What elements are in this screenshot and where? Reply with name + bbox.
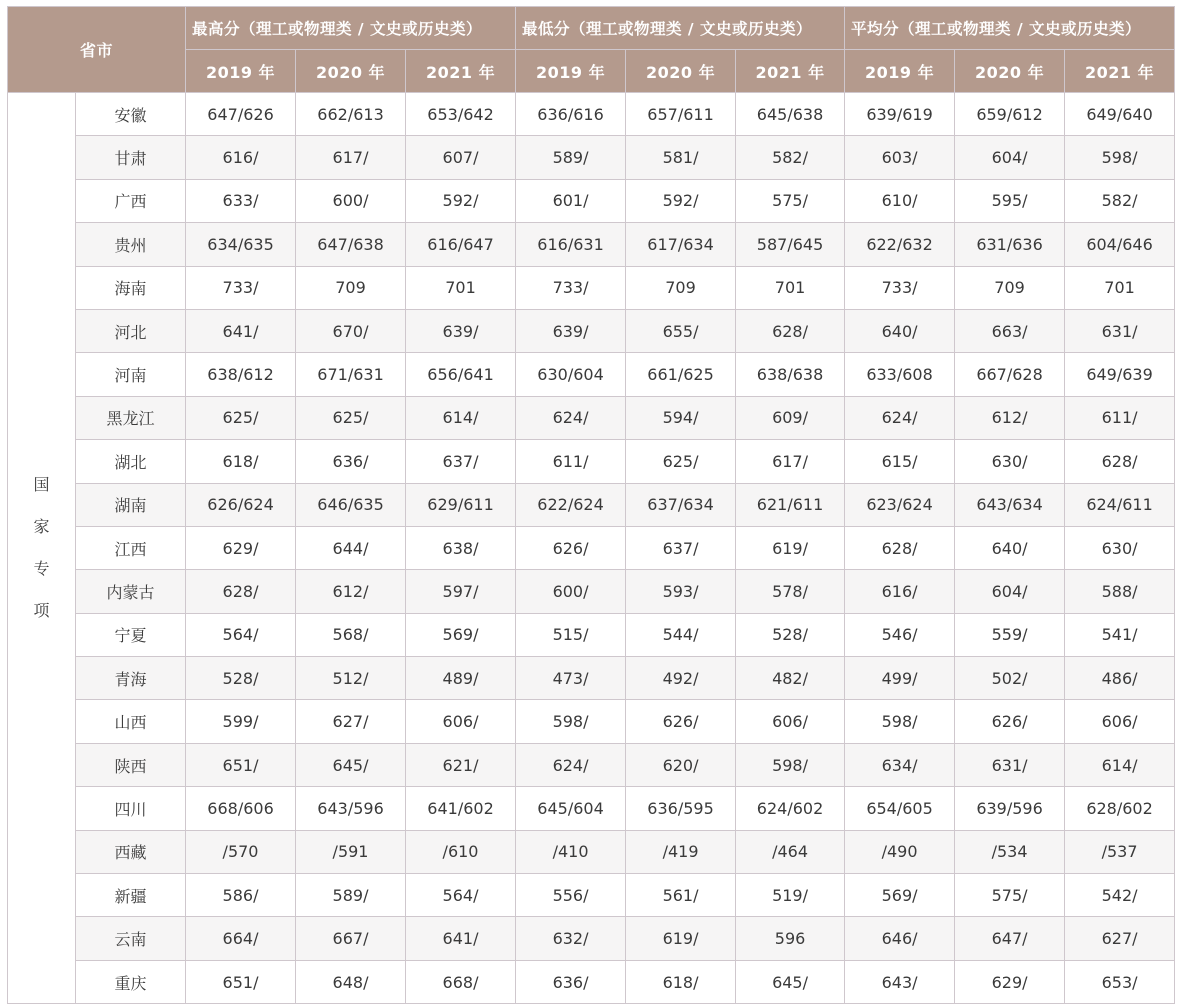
score-cell: /537 — [1065, 830, 1175, 873]
score-cell: 645/638 — [736, 93, 845, 136]
score-cell: 569/ — [406, 613, 516, 656]
score-cell: 639/ — [516, 309, 626, 352]
score-cell: 709 — [626, 266, 736, 309]
score-cell: 556/ — [516, 874, 626, 917]
score-cell: 598/ — [516, 700, 626, 743]
score-cell: 630/604 — [516, 353, 626, 396]
score-cell: 646/ — [845, 917, 955, 960]
score-cell: 643/596 — [296, 787, 406, 830]
score-cell: 701 — [406, 266, 516, 309]
score-cell: 636/ — [516, 960, 626, 1003]
year-header: 2021 年 — [1065, 50, 1175, 93]
province-cell: 四川 — [76, 787, 186, 830]
score-cell: 624/ — [516, 743, 626, 786]
score-cell: 628/602 — [1065, 787, 1175, 830]
category-char: 家 — [33, 517, 50, 537]
score-cell: 569/ — [845, 874, 955, 917]
score-cell: 624/ — [845, 396, 955, 439]
score-cell: 649/640 — [1065, 93, 1175, 136]
score-cell: 575/ — [736, 179, 845, 222]
score-cell: 601/ — [516, 179, 626, 222]
score-cell: 638/638 — [736, 353, 845, 396]
score-cell: 544/ — [626, 613, 736, 656]
score-cell: 606/ — [1065, 700, 1175, 743]
score-cell: 643/634 — [955, 483, 1065, 526]
score-cell: 621/611 — [736, 483, 845, 526]
year-header: 2019 年 — [186, 50, 296, 93]
avg-score-header: 平均分（理工或物理类 / 文史或历史类） — [845, 7, 1175, 50]
province-cell: 江西 — [76, 526, 186, 569]
score-cell: 640/ — [845, 309, 955, 352]
score-cell: 564/ — [186, 613, 296, 656]
score-cell: 492/ — [626, 657, 736, 700]
score-cell: 582/ — [736, 136, 845, 179]
year-header: 2020 年 — [955, 50, 1065, 93]
score-cell: 587/645 — [736, 223, 845, 266]
score-cell: 647/ — [955, 917, 1065, 960]
score-cell: 657/611 — [626, 93, 736, 136]
score-cell: 541/ — [1065, 613, 1175, 656]
score-cell: 561/ — [626, 874, 736, 917]
score-cell: 701 — [736, 266, 845, 309]
score-cell: 499/ — [845, 657, 955, 700]
category-label — [8, 93, 76, 1004]
province-cell: 青海 — [76, 657, 186, 700]
score-cell: 623/624 — [845, 483, 955, 526]
score-cell: 654/605 — [845, 787, 955, 830]
score-cell: 598/ — [736, 743, 845, 786]
score-cell: 589/ — [516, 136, 626, 179]
score-cell: 651/ — [186, 743, 296, 786]
score-cell: /591 — [296, 830, 406, 873]
score-cell: 637/ — [626, 526, 736, 569]
score-cell: 631/ — [955, 743, 1065, 786]
province-cell: 云南 — [76, 917, 186, 960]
province-cell: 河北 — [76, 309, 186, 352]
score-cell: 733/ — [186, 266, 296, 309]
score-cell: 611/ — [516, 440, 626, 483]
score-cell: 515/ — [516, 613, 626, 656]
score-cell: 615/ — [845, 440, 955, 483]
score-cell: 617/634 — [626, 223, 736, 266]
score-cell: 616/ — [186, 136, 296, 179]
table-row — [8, 700, 1175, 743]
score-cell: 671/631 — [296, 353, 406, 396]
score-cell: 624/ — [516, 396, 626, 439]
score-cell: 611/ — [1065, 396, 1175, 439]
score-cell: 619/ — [736, 526, 845, 569]
score-cell: 617/ — [736, 440, 845, 483]
category-char: 国 — [33, 475, 50, 495]
year-header: 2020 年 — [626, 50, 736, 93]
score-cell: /410 — [516, 830, 626, 873]
table-row — [8, 657, 1175, 700]
score-cell: 596 — [736, 917, 845, 960]
score-cell: 519/ — [736, 874, 845, 917]
score-cell: 627/ — [1065, 917, 1175, 960]
score-cell: 512/ — [296, 657, 406, 700]
score-cell: 648/ — [296, 960, 406, 1003]
score-cell: 664/ — [186, 917, 296, 960]
score-cell: 659/612 — [955, 93, 1065, 136]
score-cell: 599/ — [186, 700, 296, 743]
score-cell: 653/642 — [406, 93, 516, 136]
score-cell: 639/ — [406, 309, 516, 352]
score-cell: 633/ — [186, 179, 296, 222]
table-row — [8, 396, 1175, 439]
score-cell: 628/ — [736, 309, 845, 352]
table-body — [8, 93, 1175, 1004]
category-char: 专 — [33, 559, 50, 579]
score-cell: 661/625 — [626, 353, 736, 396]
min-score-header: 最低分（理工或物理类 / 文史或历史类） — [516, 7, 845, 50]
score-cell: 612/ — [296, 570, 406, 613]
score-cell: 589/ — [296, 874, 406, 917]
score-cell: 733/ — [845, 266, 955, 309]
score-cell: 636/595 — [626, 787, 736, 830]
score-cell: 616/631 — [516, 223, 626, 266]
table-row — [8, 570, 1175, 613]
score-cell: 598/ — [1065, 136, 1175, 179]
score-cell: 622/624 — [516, 483, 626, 526]
year-header: 2019 年 — [845, 50, 955, 93]
score-cell: 595/ — [955, 179, 1065, 222]
score-cell: 639/619 — [845, 93, 955, 136]
score-cell: 482/ — [736, 657, 845, 700]
score-cell: 624/602 — [736, 787, 845, 830]
score-cell: 645/ — [736, 960, 845, 1003]
province-cell: 湖南 — [76, 483, 186, 526]
province-cell: 内蒙古 — [76, 570, 186, 613]
score-cell: 646/635 — [296, 483, 406, 526]
table-row — [8, 93, 1175, 136]
score-cell: 645/604 — [516, 787, 626, 830]
score-cell: 626/624 — [186, 483, 296, 526]
year-header: 2021 年 — [406, 50, 516, 93]
table-row — [8, 743, 1175, 786]
score-cell: 649/639 — [1065, 353, 1175, 396]
table-header — [8, 7, 1175, 93]
score-cell: 626/ — [626, 700, 736, 743]
score-cell: 489/ — [406, 657, 516, 700]
score-cell: 709 — [955, 266, 1065, 309]
score-cell: 614/ — [1065, 743, 1175, 786]
score-cell: 564/ — [406, 874, 516, 917]
table-row — [8, 787, 1175, 830]
province-cell: 安徽 — [76, 93, 186, 136]
score-cell: 598/ — [845, 700, 955, 743]
score-cell: 622/632 — [845, 223, 955, 266]
province-cell: 山西 — [76, 700, 186, 743]
score-cell: 609/ — [736, 396, 845, 439]
score-cell: 559/ — [955, 613, 1065, 656]
score-cell: 651/ — [186, 960, 296, 1003]
province-cell: 宁夏 — [76, 613, 186, 656]
table-row — [8, 874, 1175, 917]
score-cell: 641/602 — [406, 787, 516, 830]
score-cell: 592/ — [626, 179, 736, 222]
score-cell: 636/616 — [516, 93, 626, 136]
score-cell: 604/ — [955, 136, 1065, 179]
score-cell: 626/ — [516, 526, 626, 569]
score-cell: 709 — [296, 266, 406, 309]
score-cell: 542/ — [1065, 874, 1175, 917]
score-cell: 625/ — [186, 396, 296, 439]
score-cell: /570 — [186, 830, 296, 873]
score-cell: 670/ — [296, 309, 406, 352]
score-cell: 606/ — [736, 700, 845, 743]
score-cell: 644/ — [296, 526, 406, 569]
score-cell: 581/ — [626, 136, 736, 179]
score-cell: 667/ — [296, 917, 406, 960]
table-row — [8, 830, 1175, 873]
score-cell: 641/ — [406, 917, 516, 960]
score-cell: 627/ — [296, 700, 406, 743]
score-cell: 667/628 — [955, 353, 1065, 396]
year-header: 2021 年 — [736, 50, 845, 93]
score-cell: 617/ — [296, 136, 406, 179]
score-cell: 600/ — [516, 570, 626, 613]
score-cell: 634/635 — [186, 223, 296, 266]
province-cell: 湖北 — [76, 440, 186, 483]
score-cell: 656/641 — [406, 353, 516, 396]
score-cell: /490 — [845, 830, 955, 873]
table-row — [8, 917, 1175, 960]
province-cell: 新疆 — [76, 874, 186, 917]
province-cell: 河南 — [76, 353, 186, 396]
score-cell: 629/ — [955, 960, 1065, 1003]
score-cell: 616/647 — [406, 223, 516, 266]
score-cell: 473/ — [516, 657, 626, 700]
score-cell: 486/ — [1065, 657, 1175, 700]
score-cell: 653/ — [1065, 960, 1175, 1003]
score-cell: 647/638 — [296, 223, 406, 266]
score-cell: 626/ — [955, 700, 1065, 743]
header-row-groups — [8, 7, 1175, 50]
table-row — [8, 223, 1175, 266]
score-cell: 733/ — [516, 266, 626, 309]
year-header: 2019 年 — [516, 50, 626, 93]
table-row — [8, 440, 1175, 483]
score-cell: /419 — [626, 830, 736, 873]
score-cell: 588/ — [1065, 570, 1175, 613]
table-row — [8, 613, 1175, 656]
score-cell: 636/ — [296, 440, 406, 483]
score-cell: /464 — [736, 830, 845, 873]
province-cell: 甘肃 — [76, 136, 186, 179]
score-cell: 633/608 — [845, 353, 955, 396]
score-cell: 638/612 — [186, 353, 296, 396]
score-cell: 619/ — [626, 917, 736, 960]
score-cell: 610/ — [845, 179, 955, 222]
score-cell: 629/611 — [406, 483, 516, 526]
score-cell: 668/606 — [186, 787, 296, 830]
score-cell: 604/ — [955, 570, 1065, 613]
score-cell: 502/ — [955, 657, 1065, 700]
score-cell: 620/ — [626, 743, 736, 786]
score-cell: 568/ — [296, 613, 406, 656]
score-cell: 630/ — [1065, 526, 1175, 569]
score-cell: 663/ — [955, 309, 1065, 352]
score-cell: 655/ — [626, 309, 736, 352]
score-cell: 594/ — [626, 396, 736, 439]
score-cell: 628/ — [845, 526, 955, 569]
score-table — [7, 6, 1175, 1004]
province-cell: 广西 — [76, 179, 186, 222]
score-cell: 631/636 — [955, 223, 1065, 266]
score-cell: 624/611 — [1065, 483, 1175, 526]
score-cell: 662/613 — [296, 93, 406, 136]
score-cell: 603/ — [845, 136, 955, 179]
province-cell: 黑龙江 — [76, 396, 186, 439]
table-row — [8, 960, 1175, 1003]
score-cell: 578/ — [736, 570, 845, 613]
score-cell: 618/ — [186, 440, 296, 483]
score-cell: /534 — [955, 830, 1065, 873]
table-row — [8, 483, 1175, 526]
score-cell: 528/ — [186, 657, 296, 700]
province-cell: 西藏 — [76, 830, 186, 873]
score-cell: 575/ — [955, 874, 1065, 917]
score-cell: 638/ — [406, 526, 516, 569]
score-cell: 612/ — [955, 396, 1065, 439]
score-cell: 621/ — [406, 743, 516, 786]
table-row — [8, 353, 1175, 396]
score-cell: 593/ — [626, 570, 736, 613]
table-row — [8, 266, 1175, 309]
score-cell: 600/ — [296, 179, 406, 222]
score-cell: 641/ — [186, 309, 296, 352]
score-cell: 614/ — [406, 396, 516, 439]
score-cell: 628/ — [186, 570, 296, 613]
score-cell: 607/ — [406, 136, 516, 179]
score-cell: 645/ — [296, 743, 406, 786]
score-cell: 637/ — [406, 440, 516, 483]
score-cell: 592/ — [406, 179, 516, 222]
score-cell: 640/ — [955, 526, 1065, 569]
score-cell: 616/ — [845, 570, 955, 613]
score-cell: 586/ — [186, 874, 296, 917]
score-cell: 643/ — [845, 960, 955, 1003]
table-row — [8, 179, 1175, 222]
score-cell: 604/646 — [1065, 223, 1175, 266]
province-cell: 陕西 — [76, 743, 186, 786]
score-cell: 637/634 — [626, 483, 736, 526]
score-cell: 546/ — [845, 613, 955, 656]
province-header: 省市 — [8, 7, 186, 93]
score-cell: 634/ — [845, 743, 955, 786]
max-score-header: 最高分（理工或物理类 / 文史或历史类） — [186, 7, 516, 50]
score-cell: 629/ — [186, 526, 296, 569]
year-header: 2020 年 — [296, 50, 406, 93]
score-cell: 606/ — [406, 700, 516, 743]
score-cell: 632/ — [516, 917, 626, 960]
score-cell: 597/ — [406, 570, 516, 613]
province-cell: 海南 — [76, 266, 186, 309]
province-cell: 重庆 — [76, 960, 186, 1003]
score-cell: 582/ — [1065, 179, 1175, 222]
score-cell: 625/ — [296, 396, 406, 439]
table-row — [8, 309, 1175, 352]
table-row — [8, 136, 1175, 179]
score-cell: 631/ — [1065, 309, 1175, 352]
category-char: 项 — [33, 601, 50, 621]
score-cell: 668/ — [406, 960, 516, 1003]
score-cell: 639/596 — [955, 787, 1065, 830]
score-cell: 625/ — [626, 440, 736, 483]
province-cell: 贵州 — [76, 223, 186, 266]
score-cell: 701 — [1065, 266, 1175, 309]
score-cell: 528/ — [736, 613, 845, 656]
score-cell: 618/ — [626, 960, 736, 1003]
score-cell: /610 — [406, 830, 516, 873]
score-cell: 630/ — [955, 440, 1065, 483]
score-cell: 647/626 — [186, 93, 296, 136]
score-cell: 628/ — [1065, 440, 1175, 483]
table-row — [8, 526, 1175, 569]
